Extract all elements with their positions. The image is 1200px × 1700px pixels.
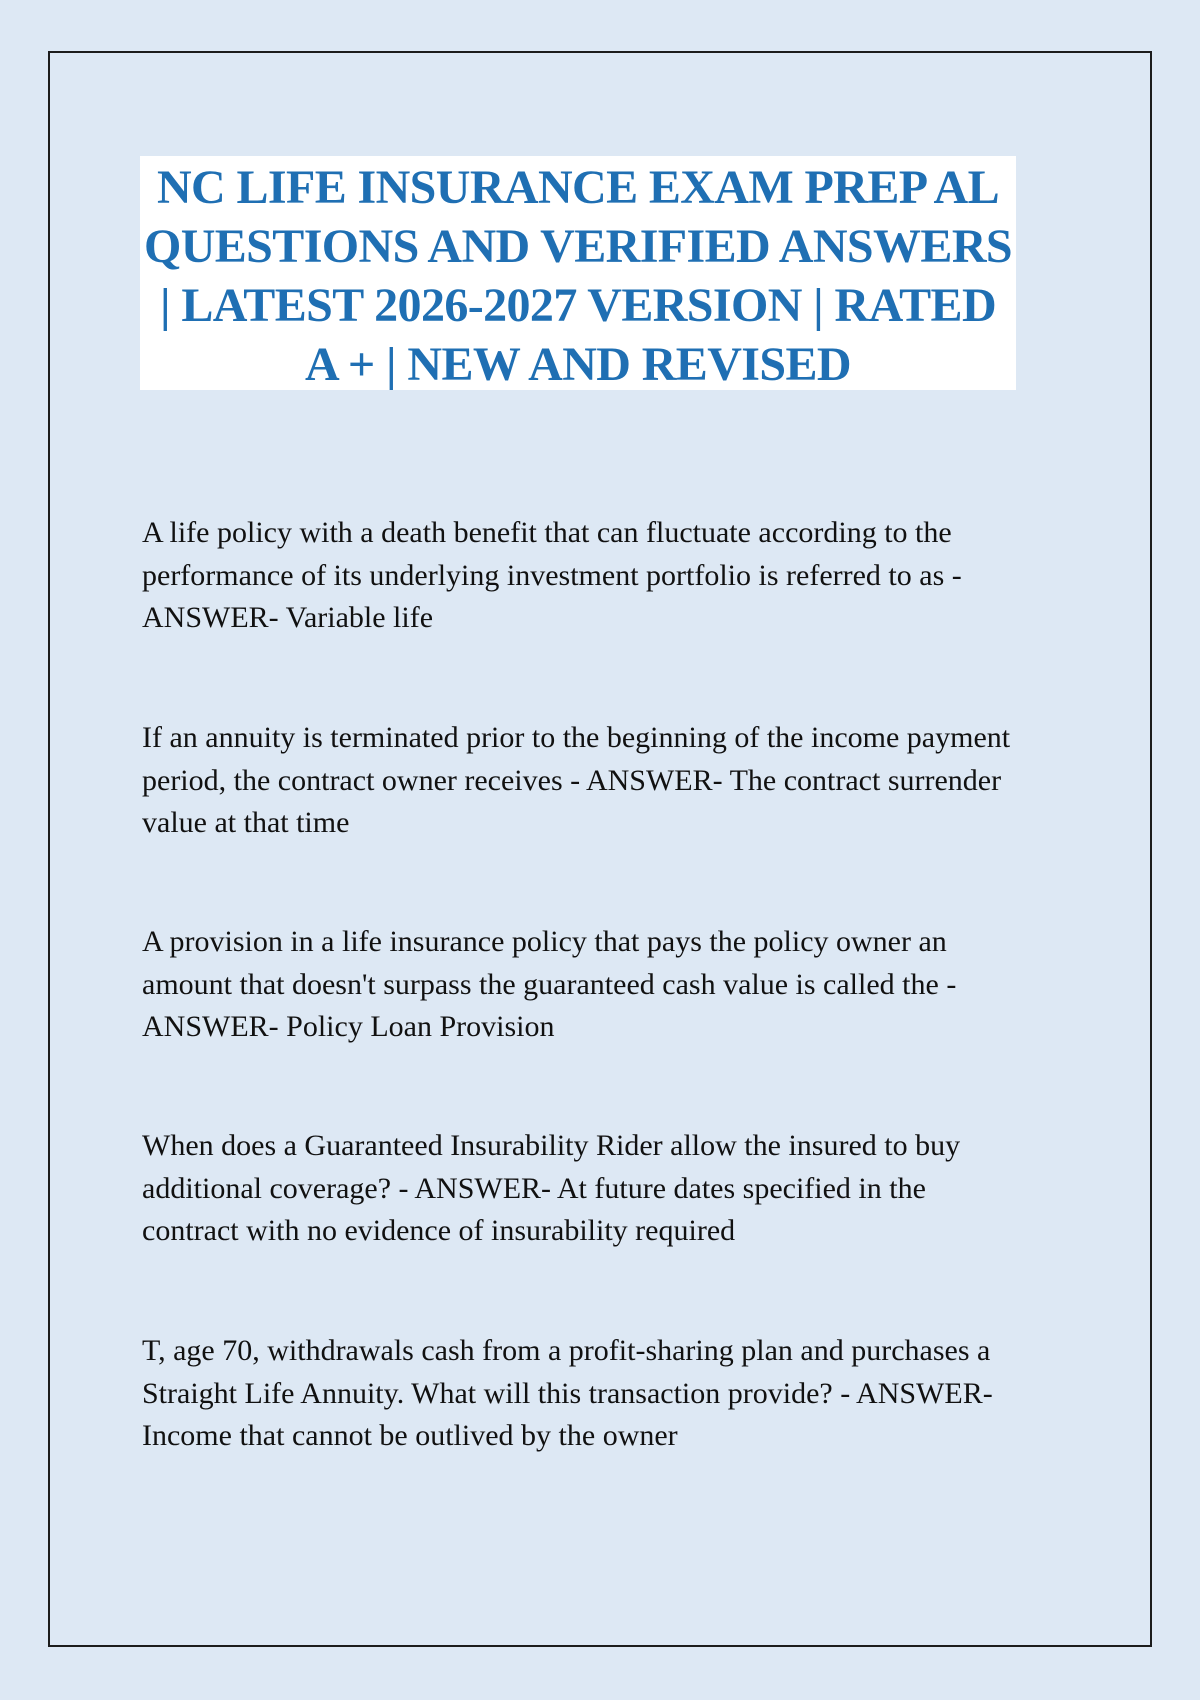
question-answer-5	[142, 1330, 1062, 1458]
qa-line: contract with no evidence of insurability required	[142, 1214, 736, 1247]
title-line-3: | LATEST 2026-2027 VERSION | RATED	[159, 279, 997, 332]
qa-line: additional coverage? - ANSWER- At future dates specified in the	[142, 1171, 926, 1205]
title-line-4: A + | NEW AND REVISED	[305, 338, 851, 391]
qa-line: When does a Guaranteed Insurability Rider allow the insured to buy	[142, 1129, 961, 1162]
qa-line: period, the contract owner receives - ANSWER- The contract surrender	[142, 763, 1002, 797]
question-answer-2	[142, 717, 1062, 845]
qa-line: amount that doesn't surpass the guaranteed cash value is called the -	[142, 967, 957, 1001]
title-line-2: QUESTIONS AND VERIFIED ANSWERS	[143, 220, 1013, 273]
qa-line: T, age 70, withdrawals cash from a profit-sharing plan and purchases a	[142, 1334, 991, 1367]
qa-line: If an annuity is terminated prior to the beginning of the income payment	[142, 721, 1011, 754]
qa-line: performance of its underlying investment portfolio is referred to as -	[142, 558, 962, 592]
qa-line: A provision in a life insurance policy that pays the policy owner an	[142, 925, 947, 958]
question-answer-3	[142, 921, 1062, 1049]
question-answer-1	[142, 512, 1062, 640]
qa-line: ANSWER- Variable life	[142, 601, 434, 634]
qa-line: A life policy with a death benefit that can fluctuate according to the	[142, 516, 952, 549]
title-line-1: NC LIFE INSURANCE EXAM PREP AL	[156, 161, 1000, 214]
question-answer-4	[142, 1125, 1062, 1253]
qa-line: value at that time	[142, 806, 350, 839]
qa-line: ANSWER- Policy Loan Provision	[142, 1010, 555, 1043]
qa-line: Straight Life Annuity. What will this transaction provide? - ANSWER-	[142, 1376, 993, 1410]
document-title	[140, 156, 1016, 390]
qa-line: Income that cannot be outlived by the owner	[142, 1419, 678, 1452]
